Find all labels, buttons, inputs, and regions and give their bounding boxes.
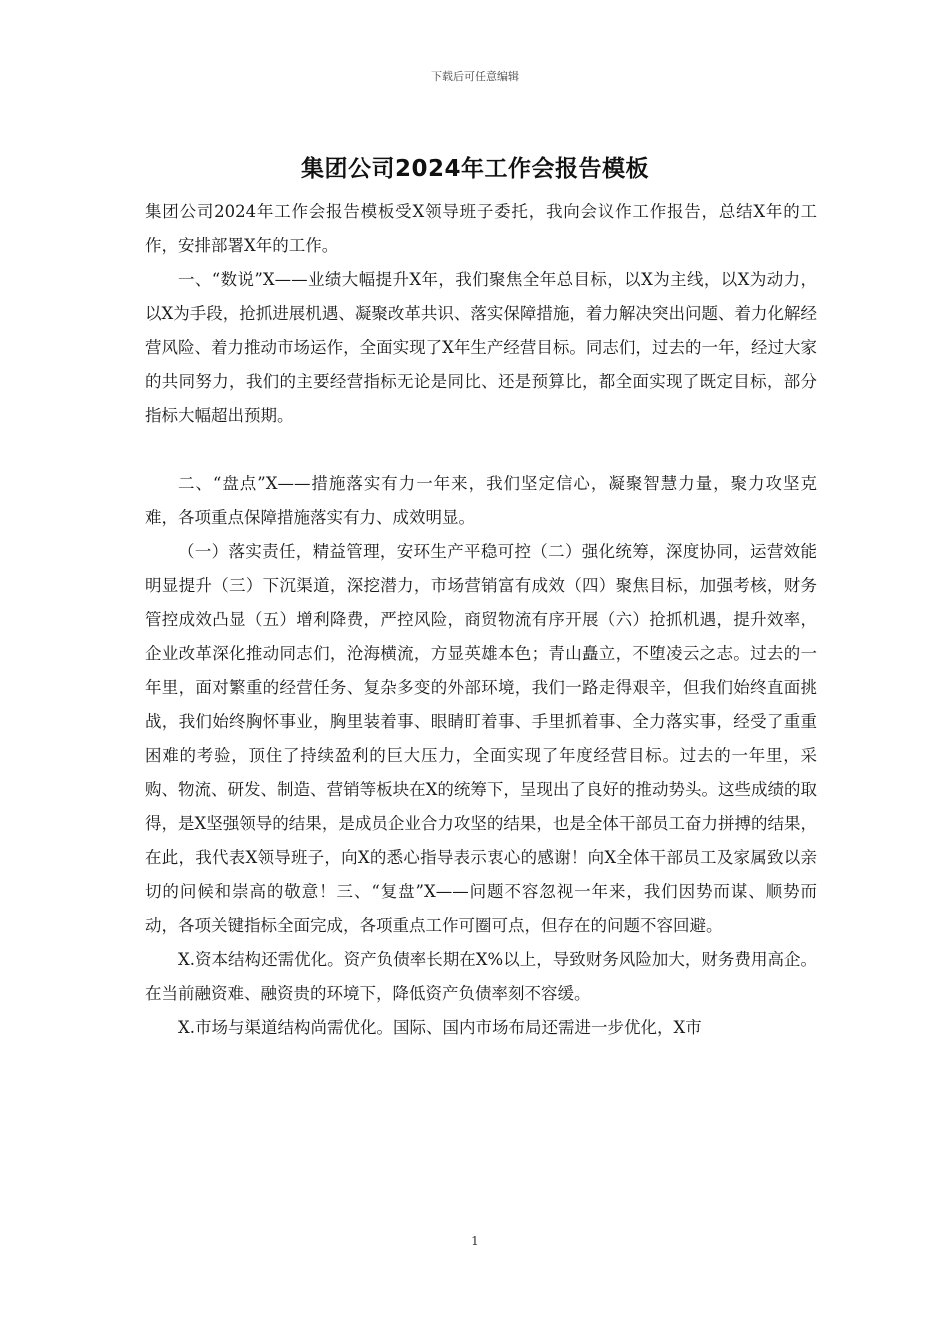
paragraph-measures: （一）落实责任，精益管理，安环生产平稳可控（二）强化统筹，深度协同，运营效能明显提升（三）下沉渠道，深挖潜力，市场营销富有成效（四）聚焦目标，加强考核，财务管控成效凸显（五）增利降费，严控风险，商贸物流有序开展（六）抢抓机遇，提升效率，企业改革深化推动同志们，沧海横流，方显英雄本色；青山矗立，不堕凌云之志。过去的一年里，面对繁重的经营任务、复杂多变的外部环境，我们一路走得艰辛，但我们始终直面挑战，我们始终胸怀事业，胸里装着事、眼睛盯着事、手里抓着事、全力落实事，经受了重重困难的考验，顶住了持续盈利的巨大压力，全面实现了年度经营目标。过去的一年里，采购、物流、研发、制造、营销等板块在X的统筹下，呈现出了良好的推动势头。这些成绩的取得，是X坚强领导的结果，是成员企业合力攻坚的结果，也是全体干部员工奋力拼搏的结果，在此，我代表X领导班子，向X的悉心指导表示衷心的感谢！向X全体干部员工及家属致以亲切的问候和崇高的敬意！三、“复盘”X——问题不容忽视一年来，我们因势而谋、顺势而动，各项关键指标全面完成，各项重点工作可圈可点，但存在的问题不容回避。 (145, 542, 817, 935)
paragraph-intro: 集团公司2024年工作会报告模板受X领导班子委托，我向会议作工作报告，总结X年的工作，安排部署X年的工作。 (145, 202, 817, 255)
document-body (145, 195, 817, 1045)
page-number: 1 (471, 1234, 479, 1248)
paragraph-section-one: 一、“数说”X——业绩大幅提升X年，我们聚焦全年总目标，以X为主线，以X为动力，以X为手段，抢抓进展机遇、凝聚改革共识、落实保障措施，着力解决突出问题、着力化解经营风险、着力推动市场运作，全面实现了X年生产经营目标。同志们，过去的一年，经过大家的共同努力，我们的主要经营指标无论是同比、还是预算比，都全面实现了既定目标，部分指标大幅超出预期。 (145, 270, 817, 425)
paragraph-spacer (145, 433, 817, 467)
paragraph-capital-structure: X.资本结构还需优化。资产负债率长期在X%以上，导致财务风险加大，财务费用高企。在当前融资难、融资贵的环境下，降低资产负债率刻不容缓。 (145, 950, 817, 1003)
paragraph-section-two: 二、“盘点”X——措施落实有力一年来，我们坚定信心，凝聚智慧力量，聚力攻坚克难，各项重点保障措施落实有力、成效明显。 (145, 474, 817, 527)
header-note: 下载后可任意编辑 (431, 70, 519, 83)
page-title: 集团公司2024年工作会报告模板 (300, 156, 649, 182)
paragraph-market-channel: X.市场与渠道结构尚需优化。国际、国内市场布局还需进一步优化，X市 (178, 1018, 702, 1037)
